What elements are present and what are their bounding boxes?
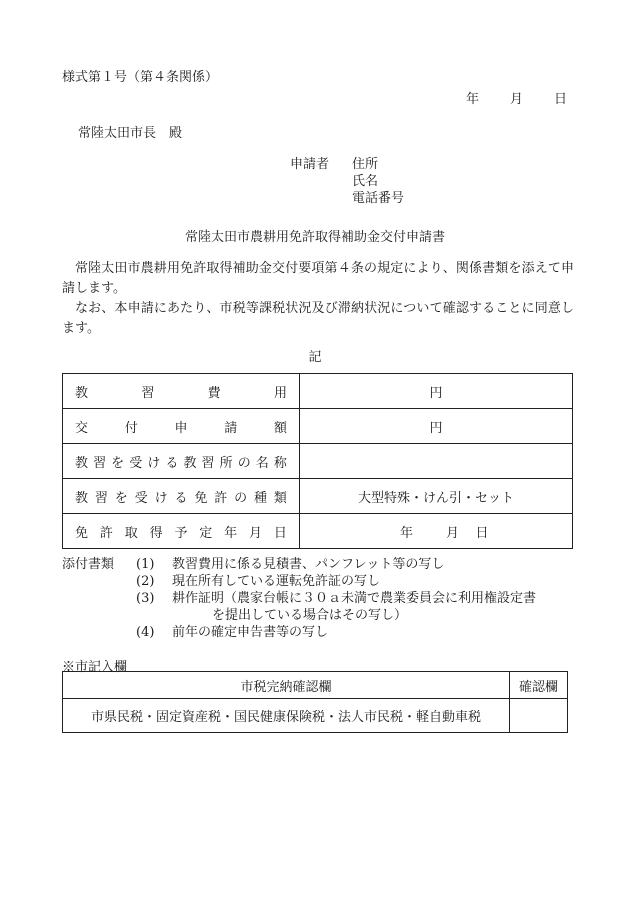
applicant-name-label: 氏名 [352,174,379,189]
applicant-block [290,156,404,207]
label-char: 習 [141,385,155,401]
body-paragraph-2: なお、本申請にあたり、市税等課税状況及び滞納状況について確認することに同意します。 [62,301,574,336]
tuition-value-cell[interactable]: 円 [300,374,573,409]
label-char: の [237,455,251,471]
attachment-text: 教習費用に係る見積書、パンフレット等の写し [172,557,445,572]
table-label-cell [63,444,300,479]
attachment-num: (4) [136,625,155,640]
table-row [63,409,573,444]
table-row [63,479,573,514]
table-row [63,374,573,409]
attachment-text: 前年の確定申告書等の写し [172,625,329,640]
label-char: 取 [124,525,138,541]
label-char: け [154,490,168,506]
attachments-heading: 添付書類 [62,557,115,572]
spread-label [75,382,287,401]
attachment-text: 耕作証明（農家台帳に３０ａ未満で農業委員会に利用権設定書 [172,591,537,606]
table-label-cell [63,409,300,444]
planned-month: 月 [445,525,459,541]
label-char: 免 [194,490,208,506]
city-use-note: ※市記入欄 [62,660,128,675]
attachment-num: (2) [136,574,155,589]
label-char: 教 [75,455,89,471]
label-char: 種 [254,490,268,506]
label-char: 教 [75,385,89,401]
table-label-cell [63,374,300,409]
label-char: 費 [207,385,221,401]
attachment-text: 現在所有している運転免許証の写し [172,574,381,589]
attachments-block [62,556,536,641]
tax-types-cell: 市県民税・固定資産税・国民健康保険税・法人市民税・軽自動車税 [63,699,510,733]
label-char: 用 [273,385,287,401]
body-paragraph-1: 常陸太田市農耕用免許取得補助金交付要項第４条の規定により、関係書類を添えて申請します。 [62,261,574,296]
label-char: 習 [94,490,108,506]
attachment-num: (1) [136,557,155,572]
planned-date-value-cell[interactable] [300,514,573,549]
document-title: 常陸太田市農耕用免許取得補助金交付申請書 [184,230,445,245]
label-char: 教 [183,455,197,471]
label-char: 類 [273,490,287,506]
license-type-value-cell[interactable]: 大型特殊・けん引・セット [300,479,573,514]
label-char: 所 [219,455,233,471]
spread-label [75,452,287,471]
label-char: 教 [75,490,89,506]
label-char: 請 [224,420,238,436]
label-char: 習 [201,455,215,471]
date-month: 月 [510,92,524,107]
form-number: 様式第１号（第４条関係） [62,70,219,85]
label-char: 予 [174,525,188,541]
spread-label [75,487,287,506]
spread-label [75,522,287,541]
label-char: 受 [129,455,143,471]
addressee: 常陸太田市長 殿 [78,126,183,141]
table-row [63,672,568,699]
label-char: の [234,490,248,506]
label-char: を [111,455,125,471]
spread-label [75,417,287,436]
label-char: け [147,455,161,471]
planned-day: 日 [475,525,489,541]
label-char: 許 [99,525,113,541]
applicant-phone-label: 電話番号 [352,191,405,206]
body-text [62,259,574,339]
school-name-value-cell[interactable] [300,444,573,479]
date-line [466,88,567,107]
label-char: を [114,490,128,506]
label-char: 額 [273,420,287,436]
label-char: 受 [134,490,148,506]
label-char: 月 [249,525,263,541]
label-char: る [165,455,179,471]
label-char: 日 [273,525,287,541]
table-row [63,444,573,479]
label-char: 習 [93,455,107,471]
planned-year: 年 [399,525,413,541]
tax-confirmation-header: 市税完納確認欄 [63,672,510,699]
label-char: 交 [75,420,89,436]
date-day: 日 [554,92,568,107]
label-char: 定 [199,525,213,541]
date-year: 年 [466,92,480,107]
attachment-num: (3) [136,591,155,606]
application-table [62,373,573,549]
confirm-header: 確認欄 [510,672,568,699]
label-char: 許 [214,490,228,506]
label-char: 付 [124,420,138,436]
confirm-cell[interactable] [510,699,568,733]
label-char: 申 [174,420,188,436]
attachment-continuation: を提出している場合はその写し） [212,608,408,623]
label-char: 名 [255,455,269,471]
label-char: 得 [149,525,163,541]
table-label-cell [63,514,300,549]
label-char: る [174,490,188,506]
applicant-address-label: 住所 [352,157,379,172]
label-char: 称 [273,455,287,471]
label-char: 年 [224,525,238,541]
table-row [63,699,568,733]
table-row [63,514,573,549]
label-char: 免 [75,525,89,541]
grant-amount-value-cell[interactable]: 円 [300,409,573,444]
applicant-label: 申請者 [290,157,330,172]
ki-heading: 記 [308,350,322,365]
table-label-cell [63,479,300,514]
city-tax-table [62,671,568,733]
